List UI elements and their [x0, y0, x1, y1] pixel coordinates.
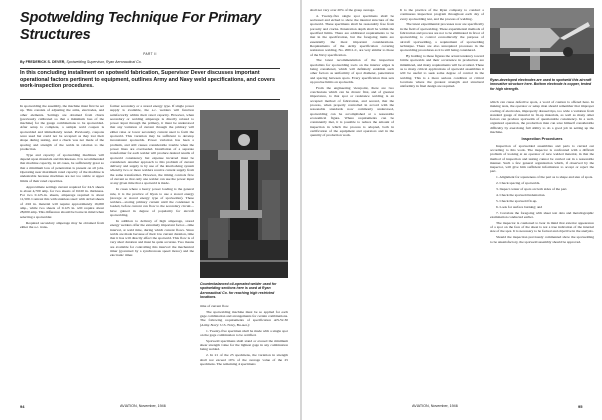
list-item: 3. Inspect center of spots on both sides of the part. [496, 187, 568, 192]
paragraph: From the engineering viewpoint, there are two conclusions which can be drawn: first, and of greatest importance, is that spot or resistance welding is an accepted method of fabrication, and second, that the process, when properly controlled in accord with the reasonable standards now commonly understood, spotwelding can be accomplished at a reasonable economical figure. Where requirements can be consistently met, it is possible to reduce the amount of inspection in which the process is adopted, both in certification of the equipment and operators and in the quantity of production work. [310, 85, 394, 138]
paragraph: Should the inspection previously commented show the spotwelding to be unsatisfactory, the spotweld assembly should be approved. [490, 235, 594, 244]
article-title: Spotwelding Technique For Primary Structures [20, 10, 262, 43]
paragraph: Approximate settings current required for 24-S sheets is about 4,700 amp. for two sheets of 0.020 in. thickness. For two 0.125-in. sheets, amperage required is about 11,500. Contrast this with stainless steel: with alclad sheets of .016 in. material will require approximately 16,000 amp., while two sheets of 0.125 in. will require about 28,000 amp. This difference should be borne in mind when selecting a spotwelder. [20, 184, 104, 219]
paragraph: Type and capacity of spotwelding machines will depend upon materials and thicknesses. It is recommended that machine capacity, in all cases, be sufficiently great so that a minimum loss of penetration is present on all jobs. Operating near maximum rated capacity of the machine is undesirable because machines are not too stable at upper limits of their rated capacities. [20, 152, 104, 183]
paragraph: Spotweld specimens shall stand or exceed the minimum shear strength value for the lightest gage in any combination being welded. [200, 338, 288, 352]
paragraph: In addition to delivery of high amperage, stored energy welders offer the extremely important factor—time interval, at weld time, during which current flows. Since welds are made because of their low current duration, time that it has will directly affect the spotweld. This flow is of very short duration and must be quite accurate. Two means are available for controlling this interval: the mechanical timer (governed by a synchronous speed motor) and the electronic timer. [110, 218, 194, 258]
paragraph: Inspection of spotwelded assemblies and parts is carried out according to this work. The inspector is confronted with a difficult problem of looking at an operator of new welded material, in that the method of inspection and testing cannot be carried out in a reasonable manner. Such a few general organization which, if observed by the inspector, will give him sufficient information to accept or reject the part. [490, 143, 594, 174]
lead-bottom-rule [20, 99, 280, 100]
footer-right: AVIATION, November, 1946 [412, 404, 458, 408]
right-column-1 [310, 8, 394, 400]
article-lead: In this concluding installment on spotweld fabrication, Supervisor Dever discusses important operational factors pertinent to equipment, outlines Army and Navy weld specifications, and covers work-inspection procedures. [20, 70, 276, 90]
paragraph: time of current flow. [200, 304, 230, 308]
byline-author: By FREDERICK S. DEVER, [20, 60, 66, 64]
paragraph: The latest recommendation of the inspection specialists for spotwelding tools on the interior edges is being considered, which will definitely establish such other factors as uniformity of spot diameter, penetration and spacing between spots. Every specification thus sets up precise limits on spotwelds. [310, 58, 394, 84]
footer-left: AVIATION, November, 1946 [120, 404, 166, 408]
lead-top-rule [20, 68, 280, 69]
spotwelder-photo [200, 110, 288, 278]
right-column-3 [490, 100, 594, 400]
electrode-caption: Ryan-developed electrodes are used to spotweld this aircraft innovative structure here. Bottom electrode is copper, tested for high strength. [490, 78, 592, 91]
paragraph: It is the practice of the Ryan company to conduct a continuous inspection program throughout each day of every spotwelding test, and the process of welding. [400, 8, 484, 21]
page-number-left: 94 [20, 404, 25, 409]
right-page [302, 0, 602, 420]
paragraph: The latest experimental processes now are specifically in the field of spotwelding. These experimental methods of fabrication and process are not to be eliminated in favor of spotwelding to control economically the purpose of aircraft spotwelding, a requirement of spotwelding technique. There are also unrequired processes in the spotwelding procedures as it is still being considered. [400, 22, 484, 53]
paragraph: By holding to these figures the actual tendency toward brittle spotwelds and their occurrence in production are minimized, and many requirements will be avoided. These as to many critical applications of spotweld assemblies it will be useful to seek some degree of control in the welding. This is a more serious condition at critical locations where the greatest strength and structural uniformity in final design are required. [400, 54, 484, 89]
subheading-inspection: Inspection Procedures [521, 137, 563, 142]
byline [20, 60, 290, 65]
left-column-2 [110, 104, 194, 400]
left-column-3 [200, 304, 288, 400]
paragraph: In cases where a heavy power loading is the general rule, it is the practice of Ryan to use a stored energy (storage or stored energy type of spotwelder). These welders—storing primary current until the condenser is loaded, before current can flow to the secondary circuit—have gained in degree of popularity for aircraft spotwelding. [110, 187, 194, 218]
list-item: 4. Check the spotweld indentation. [496, 193, 546, 198]
left-column-1 [20, 104, 104, 400]
paragraph: which can cause defective spots, a word of caution is offered here. In making tests, the operator or setup man should remember that improper cooling of electrodes, improperly dressed tips, too wide a variation from standard gauge of material in fit-up materials, as well as many other factors can produce spotwelds of questionable consistency. In a well-organized operation, the production man can save himself considerable difficulty by exercising full ability to do a good job in setting up the machine. [490, 100, 594, 135]
paragraph: former secondary or a stored energy type. If single power supply is available, the a.c. welders will function satisfactorily within their rated capacity. However, when secondary or welding amperage is directly related to power input through the primary, it must be understood that any variation of current through the primary will either raise or lower secondary current used to form the spotweld. This variation may be sufficient to develop inconsistent spotwelds. Power variation has been a problem, and still causes considerable trouble when the power lines are overloaded. Installation of a separate transformer for each welder will produce desired results of spotweld consistency but expense incurred must be considered. Another approach to this problem of current delivery and supply is by use of the interlocking system whereby two or more welders receive current supply from the same transformer. However, the timing controls flow of current so that only one welder can use the power input at any given time that a spotweld is made. [110, 104, 194, 186]
right-column-2 [400, 8, 484, 400]
list-item: 6. Look for surface burning; and [496, 204, 543, 209]
electrode-photo-illustration [490, 8, 594, 74]
list-item: 7. Correlate the foregoing with sheet test data and metallographic examination conducted earlier. [490, 210, 594, 219]
paragraph: Required secondary amperage may be obtained from either the a.c. trans- [20, 220, 104, 229]
paragraph: shall not vary over 20% of the group average. [310, 8, 375, 12]
electrode-photo [490, 8, 594, 74]
left-page [0, 0, 300, 420]
part-number: PART II [143, 52, 157, 56]
paragraph: 4. Twenty-five single spot specimens shall be sectioned and etched to show the internal structure of the spotweld. These specimens shall be reasonably free from porosity and cracks. Penetration depth shall be within the specified limits. There are additional requirements to be met in the specification, but the foregoing items are essentially the most important considerations. Requirements of the Army specification covering resistance welding, No. 20011-C, are very similar to those of the Navy specification. [310, 13, 394, 57]
page-number-right: 95 [578, 404, 583, 409]
paragraph: 1. Twenty-five specimen shall be made with a single spot on the gage combination to be certified. [200, 328, 288, 337]
list-item: 2. Check spacing of spotwelds. [496, 181, 541, 186]
paragraph: The spotwelding machine must be so applied for each gage combination and arrangements for certain combinations. The following requirements of specification AN-W-30 (Army-Navy: U.S. Navy, Bu.Aer.): [200, 309, 288, 327]
photo-caption: Counterbalanced oil-operated welder used for spotwelding sections here is used at Ryan Aeronautical Co. for reaching high restricted locations. [200, 282, 277, 299]
paragraph: 2. In 21 of the 25 specimens, the variation in strength shall not exceed 10% of the average value of the 25 specimens. The remaining 4 specimens [200, 353, 288, 366]
spotwelder-photo-illustration [200, 110, 288, 278]
list-item: 1. Alignment for squareness of the part as to shape and size of spots. [496, 175, 594, 180]
paragraph: In spotwelding the assembly, the machine must first be set up. This consists of adjusting the arms, electrodes, and other elements. Settings are obtained from charts (previously calibrated so that a minimum loss of the machine) for the gauge combinations to be spotwelded. After setup is complete, a sample weld coupon is spotwelded and immediately tested. Previously, coupons were used but could not be accepted as they lost their shape during testing, and a check was not made of the spacing and strength of the welds in relation to the production. [20, 104, 104, 151]
list-item: 5. Check the spotweld fit-up. [496, 198, 538, 203]
paragraph: The inspector is cautioned to bear in mind that exterior appearance of a spot on the face of the sheet is not a true indication of the internal size of the spot. It is necessary to be factual and objective in the analysis. [490, 220, 594, 234]
byline-role: Spotwelding Supervisor, Ryan Aeronautical Co. [66, 60, 142, 64]
